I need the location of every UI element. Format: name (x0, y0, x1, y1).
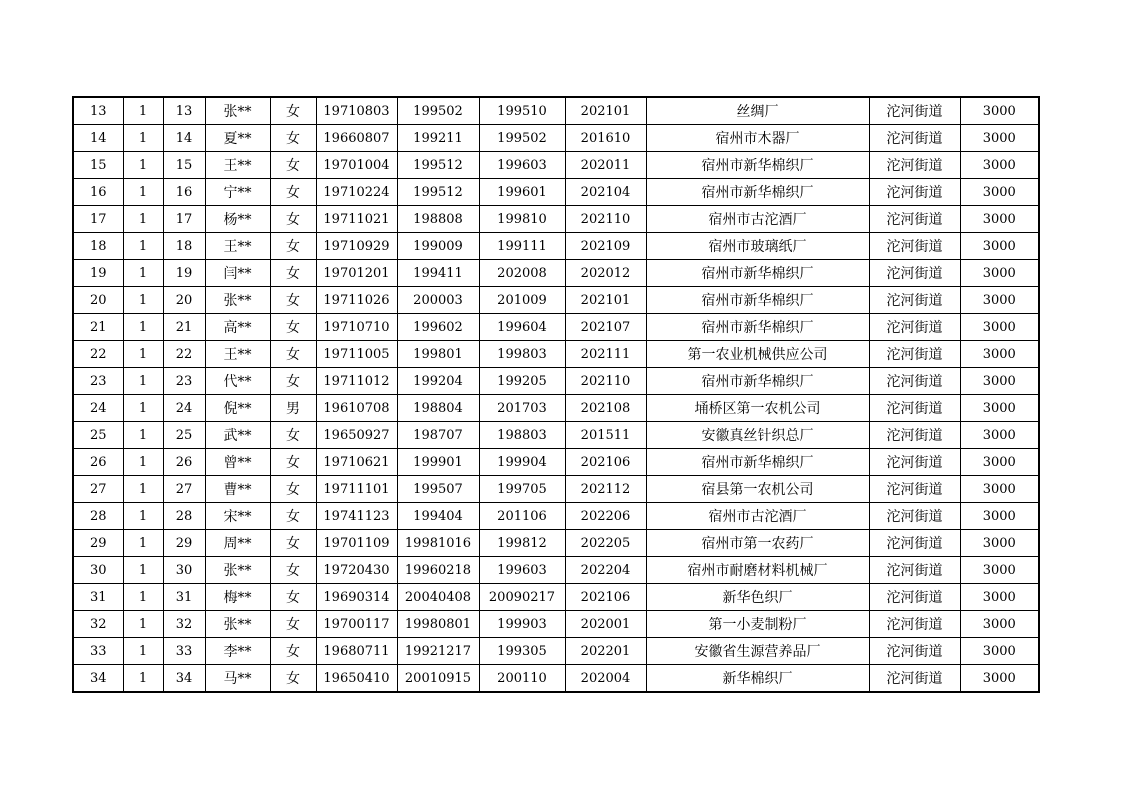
table-row (73, 368, 1039, 395)
amount-cell: 3000 (960, 287, 1039, 314)
seq-cell: 24 (73, 395, 123, 422)
work-unit-cell: 新华棉织厂 (646, 665, 869, 693)
number-cell: 16 (163, 179, 205, 206)
household-cell: 1 (123, 97, 163, 125)
table-row (73, 638, 1039, 665)
retire-date-cell: 202109 (565, 233, 646, 260)
work-unit-cell: 宿县第一农机公司 (646, 476, 869, 503)
retire-date-cell: 202004 (565, 665, 646, 693)
seq-cell: 30 (73, 557, 123, 584)
seq-cell: 27 (73, 476, 123, 503)
table-row (73, 395, 1039, 422)
street-cell: 沱河街道 (869, 557, 960, 584)
sex-cell: 女 (270, 260, 316, 287)
household-cell: 1 (123, 125, 163, 152)
birth-date-cell: 19710929 (316, 233, 397, 260)
number-cell: 18 (163, 233, 205, 260)
birth-date-cell: 19610708 (316, 395, 397, 422)
layoff-date-cell: 199903 (479, 611, 565, 638)
amount-cell: 3000 (960, 97, 1039, 125)
sex-cell: 女 (270, 449, 316, 476)
table-row (73, 125, 1039, 152)
hire-date-cell: 199009 (397, 233, 479, 260)
name-cell: 武** (205, 422, 270, 449)
hire-date-cell: 19981016 (397, 530, 479, 557)
name-cell: 马** (205, 665, 270, 693)
table-row (73, 584, 1039, 611)
seq-cell: 20 (73, 287, 123, 314)
name-cell: 曾** (205, 449, 270, 476)
household-cell: 1 (123, 179, 163, 206)
retire-date-cell: 202204 (565, 557, 646, 584)
sex-cell: 女 (270, 97, 316, 125)
amount-cell: 3000 (960, 449, 1039, 476)
table-row (73, 97, 1039, 125)
layoff-date-cell: 200110 (479, 665, 565, 693)
name-cell: 王** (205, 233, 270, 260)
sex-cell: 女 (270, 665, 316, 693)
amount-cell: 3000 (960, 152, 1039, 179)
street-cell: 沱河街道 (869, 665, 960, 693)
sex-cell: 女 (270, 152, 316, 179)
retire-date-cell: 202101 (565, 287, 646, 314)
birth-date-cell: 19711021 (316, 206, 397, 233)
table-row (73, 530, 1039, 557)
amount-cell: 3000 (960, 368, 1039, 395)
birth-date-cell: 19701109 (316, 530, 397, 557)
amount-cell: 3000 (960, 476, 1039, 503)
household-cell: 1 (123, 557, 163, 584)
table-row (73, 314, 1039, 341)
name-cell: 张** (205, 557, 270, 584)
number-cell: 22 (163, 341, 205, 368)
sex-cell: 女 (270, 125, 316, 152)
table-row (73, 449, 1039, 476)
hire-date-cell: 199204 (397, 368, 479, 395)
amount-cell: 3000 (960, 395, 1039, 422)
retire-date-cell: 202101 (565, 97, 646, 125)
work-unit-cell: 宿州市新华棉织厂 (646, 152, 869, 179)
name-cell: 倪** (205, 395, 270, 422)
household-cell: 1 (123, 584, 163, 611)
seq-cell: 14 (73, 125, 123, 152)
amount-cell: 3000 (960, 422, 1039, 449)
household-cell: 1 (123, 341, 163, 368)
sex-cell: 女 (270, 530, 316, 557)
layoff-date-cell: 199810 (479, 206, 565, 233)
seq-cell: 16 (73, 179, 123, 206)
layoff-date-cell: 199205 (479, 368, 565, 395)
street-cell: 沱河街道 (869, 476, 960, 503)
layoff-date-cell: 201009 (479, 287, 565, 314)
hire-date-cell: 199211 (397, 125, 479, 152)
name-cell: 张** (205, 611, 270, 638)
seq-cell: 13 (73, 97, 123, 125)
layoff-date-cell: 201106 (479, 503, 565, 530)
birth-date-cell: 19650927 (316, 422, 397, 449)
household-cell: 1 (123, 476, 163, 503)
amount-cell: 3000 (960, 260, 1039, 287)
retire-date-cell: 202106 (565, 584, 646, 611)
number-cell: 28 (163, 503, 205, 530)
layoff-date-cell: 199502 (479, 125, 565, 152)
street-cell: 沱河街道 (869, 395, 960, 422)
work-unit-cell: 第一农业机械供应公司 (646, 341, 869, 368)
retire-date-cell: 202110 (565, 206, 646, 233)
table-row (73, 665, 1039, 693)
layoff-date-cell: 199812 (479, 530, 565, 557)
work-unit-cell: 丝绸厂 (646, 97, 869, 125)
street-cell: 沱河街道 (869, 233, 960, 260)
table-row (73, 503, 1039, 530)
seq-cell: 15 (73, 152, 123, 179)
name-cell: 宋** (205, 503, 270, 530)
work-unit-cell: 宿州市新华棉织厂 (646, 368, 869, 395)
number-cell: 25 (163, 422, 205, 449)
sex-cell: 女 (270, 341, 316, 368)
work-unit-cell: 新华色织厂 (646, 584, 869, 611)
name-cell: 王** (205, 341, 270, 368)
table-row (73, 341, 1039, 368)
name-cell: 周** (205, 530, 270, 557)
name-cell: 梅** (205, 584, 270, 611)
birth-date-cell: 19660807 (316, 125, 397, 152)
table-row (73, 152, 1039, 179)
number-cell: 21 (163, 314, 205, 341)
street-cell: 沱河街道 (869, 152, 960, 179)
work-unit-cell: 宿州市新华棉织厂 (646, 449, 869, 476)
hire-date-cell: 199507 (397, 476, 479, 503)
seq-cell: 18 (73, 233, 123, 260)
birth-date-cell: 19710803 (316, 97, 397, 125)
birth-date-cell: 19720430 (316, 557, 397, 584)
table-row (73, 260, 1039, 287)
birth-date-cell: 19710710 (316, 314, 397, 341)
sex-cell: 女 (270, 233, 316, 260)
household-cell: 1 (123, 260, 163, 287)
retire-date-cell: 202011 (565, 152, 646, 179)
work-unit-cell: 宿州市新华棉织厂 (646, 179, 869, 206)
street-cell: 沱河街道 (869, 341, 960, 368)
retire-date-cell: 202107 (565, 314, 646, 341)
number-cell: 20 (163, 287, 205, 314)
layoff-date-cell: 199510 (479, 97, 565, 125)
birth-date-cell: 19711026 (316, 287, 397, 314)
household-cell: 1 (123, 395, 163, 422)
name-cell: 闫** (205, 260, 270, 287)
table-row (73, 476, 1039, 503)
number-cell: 34 (163, 665, 205, 693)
street-cell: 沱河街道 (869, 125, 960, 152)
hire-date-cell: 198707 (397, 422, 479, 449)
sex-cell: 女 (270, 314, 316, 341)
layoff-date-cell: 201703 (479, 395, 565, 422)
hire-date-cell: 199512 (397, 152, 479, 179)
retire-date-cell: 202104 (565, 179, 646, 206)
name-cell: 李** (205, 638, 270, 665)
street-cell: 沱河街道 (869, 314, 960, 341)
work-unit-cell: 安徽省生源营养品厂 (646, 638, 869, 665)
table-row (73, 422, 1039, 449)
layoff-date-cell: 198803 (479, 422, 565, 449)
seq-cell: 21 (73, 314, 123, 341)
retire-date-cell: 201610 (565, 125, 646, 152)
household-cell: 1 (123, 611, 163, 638)
sex-cell: 女 (270, 206, 316, 233)
street-cell: 沱河街道 (869, 260, 960, 287)
retire-date-cell: 202106 (565, 449, 646, 476)
work-unit-cell: 宿州市耐磨材料机械厂 (646, 557, 869, 584)
seq-cell: 17 (73, 206, 123, 233)
seq-cell: 34 (73, 665, 123, 693)
number-cell: 31 (163, 584, 205, 611)
amount-cell: 3000 (960, 206, 1039, 233)
layoff-date-cell: 199601 (479, 179, 565, 206)
household-cell: 1 (123, 287, 163, 314)
street-cell: 沱河街道 (869, 368, 960, 395)
household-cell: 1 (123, 665, 163, 693)
street-cell: 沱河街道 (869, 206, 960, 233)
sex-cell: 女 (270, 287, 316, 314)
name-cell: 高** (205, 314, 270, 341)
number-cell: 30 (163, 557, 205, 584)
work-unit-cell: 宿州市新华棉织厂 (646, 314, 869, 341)
hire-date-cell: 199602 (397, 314, 479, 341)
street-cell: 沱河街道 (869, 530, 960, 557)
table-row (73, 557, 1039, 584)
retire-date-cell: 202206 (565, 503, 646, 530)
household-cell: 1 (123, 233, 163, 260)
table-row (73, 287, 1039, 314)
street-cell: 沱河街道 (869, 97, 960, 125)
hire-date-cell: 200003 (397, 287, 479, 314)
household-cell: 1 (123, 314, 163, 341)
amount-cell: 3000 (960, 665, 1039, 693)
sex-cell: 女 (270, 638, 316, 665)
work-unit-cell: 宿州市古沱酒厂 (646, 503, 869, 530)
work-unit-cell: 宿州市新华棉织厂 (646, 287, 869, 314)
number-cell: 29 (163, 530, 205, 557)
hire-date-cell: 19921217 (397, 638, 479, 665)
work-unit-cell: 宿州市第一农药厂 (646, 530, 869, 557)
retire-date-cell: 202012 (565, 260, 646, 287)
hire-date-cell: 199502 (397, 97, 479, 125)
birth-date-cell: 19701004 (316, 152, 397, 179)
number-cell: 14 (163, 125, 205, 152)
amount-cell: 3000 (960, 341, 1039, 368)
table-row (73, 233, 1039, 260)
retire-date-cell: 202201 (565, 638, 646, 665)
retire-date-cell: 202108 (565, 395, 646, 422)
street-cell: 沱河街道 (869, 449, 960, 476)
street-cell: 沱河街道 (869, 584, 960, 611)
sex-cell: 女 (270, 368, 316, 395)
name-cell: 夏** (205, 125, 270, 152)
birth-date-cell: 19741123 (316, 503, 397, 530)
work-unit-cell: 安徽真丝针织总厂 (646, 422, 869, 449)
hire-date-cell: 20040408 (397, 584, 479, 611)
name-cell: 张** (205, 287, 270, 314)
household-cell: 1 (123, 638, 163, 665)
street-cell: 沱河街道 (869, 287, 960, 314)
table-row (73, 179, 1039, 206)
layoff-date-cell: 202008 (479, 260, 565, 287)
layoff-date-cell: 199111 (479, 233, 565, 260)
household-cell: 1 (123, 530, 163, 557)
name-cell: 杨** (205, 206, 270, 233)
number-cell: 33 (163, 638, 205, 665)
retire-date-cell: 202110 (565, 368, 646, 395)
birth-date-cell: 19700117 (316, 611, 397, 638)
sex-cell: 女 (270, 584, 316, 611)
seq-cell: 33 (73, 638, 123, 665)
birth-date-cell: 19710621 (316, 449, 397, 476)
hire-date-cell: 198808 (397, 206, 479, 233)
amount-cell: 3000 (960, 611, 1039, 638)
street-cell: 沱河街道 (869, 179, 960, 206)
seq-cell: 22 (73, 341, 123, 368)
hire-date-cell: 19980801 (397, 611, 479, 638)
work-unit-cell: 宿州市古沱酒厂 (646, 206, 869, 233)
birth-date-cell: 19680711 (316, 638, 397, 665)
household-cell: 1 (123, 449, 163, 476)
birth-date-cell: 19690314 (316, 584, 397, 611)
hire-date-cell: 199411 (397, 260, 479, 287)
number-cell: 27 (163, 476, 205, 503)
hire-date-cell: 199901 (397, 449, 479, 476)
retire-date-cell: 202205 (565, 530, 646, 557)
name-cell: 张** (205, 97, 270, 125)
street-cell: 沱河街道 (869, 422, 960, 449)
hire-date-cell: 20010915 (397, 665, 479, 693)
layoff-date-cell: 199604 (479, 314, 565, 341)
hire-date-cell: 199404 (397, 503, 479, 530)
number-cell: 13 (163, 97, 205, 125)
birth-date-cell: 19701201 (316, 260, 397, 287)
number-cell: 24 (163, 395, 205, 422)
work-unit-cell: 宿州市木器厂 (646, 125, 869, 152)
amount-cell: 3000 (960, 233, 1039, 260)
retire-date-cell: 202111 (565, 341, 646, 368)
work-unit-cell: 宿州市玻璃纸厂 (646, 233, 869, 260)
household-cell: 1 (123, 422, 163, 449)
layoff-date-cell: 199705 (479, 476, 565, 503)
seq-cell: 19 (73, 260, 123, 287)
household-cell: 1 (123, 503, 163, 530)
number-cell: 19 (163, 260, 205, 287)
layoff-date-cell: 199603 (479, 557, 565, 584)
seq-cell: 26 (73, 449, 123, 476)
sex-cell: 女 (270, 179, 316, 206)
work-unit-cell: 第一小麦制粉厂 (646, 611, 869, 638)
retire-date-cell: 201511 (565, 422, 646, 449)
hire-date-cell: 19960218 (397, 557, 479, 584)
number-cell: 23 (163, 368, 205, 395)
name-cell: 王** (205, 152, 270, 179)
household-cell: 1 (123, 152, 163, 179)
layoff-date-cell: 199904 (479, 449, 565, 476)
street-cell: 沱河街道 (869, 503, 960, 530)
birth-date-cell: 19650410 (316, 665, 397, 693)
birth-date-cell: 19710224 (316, 179, 397, 206)
seq-cell: 32 (73, 611, 123, 638)
name-cell: 曹** (205, 476, 270, 503)
sex-cell: 女 (270, 557, 316, 584)
sex-cell: 男 (270, 395, 316, 422)
amount-cell: 3000 (960, 179, 1039, 206)
amount-cell: 3000 (960, 125, 1039, 152)
sex-cell: 女 (270, 422, 316, 449)
street-cell: 沱河街道 (869, 611, 960, 638)
retire-date-cell: 202001 (565, 611, 646, 638)
roster-body (73, 97, 1039, 692)
number-cell: 17 (163, 206, 205, 233)
seq-cell: 28 (73, 503, 123, 530)
layoff-date-cell: 20090217 (479, 584, 565, 611)
work-unit-cell: 埇桥区第一农机公司 (646, 395, 869, 422)
sex-cell: 女 (270, 476, 316, 503)
number-cell: 26 (163, 449, 205, 476)
layoff-date-cell: 199603 (479, 152, 565, 179)
table-row (73, 206, 1039, 233)
street-cell: 沱河街道 (869, 638, 960, 665)
hire-date-cell: 199512 (397, 179, 479, 206)
seq-cell: 29 (73, 530, 123, 557)
seq-cell: 31 (73, 584, 123, 611)
hire-date-cell: 199801 (397, 341, 479, 368)
work-unit-cell: 宿州市新华棉织厂 (646, 260, 869, 287)
name-cell: 代** (205, 368, 270, 395)
amount-cell: 3000 (960, 503, 1039, 530)
sex-cell: 女 (270, 503, 316, 530)
birth-date-cell: 19711005 (316, 341, 397, 368)
number-cell: 15 (163, 152, 205, 179)
sex-cell: 女 (270, 611, 316, 638)
amount-cell: 3000 (960, 584, 1039, 611)
birth-date-cell: 19711012 (316, 368, 397, 395)
amount-cell: 3000 (960, 314, 1039, 341)
number-cell: 32 (163, 611, 205, 638)
amount-cell: 3000 (960, 638, 1039, 665)
birth-date-cell: 19711101 (316, 476, 397, 503)
amount-cell: 3000 (960, 530, 1039, 557)
layoff-date-cell: 199803 (479, 341, 565, 368)
seq-cell: 23 (73, 368, 123, 395)
household-cell: 1 (123, 368, 163, 395)
amount-cell: 3000 (960, 557, 1039, 584)
layoff-date-cell: 199305 (479, 638, 565, 665)
roster-table (72, 96, 1040, 693)
household-cell: 1 (123, 206, 163, 233)
seq-cell: 25 (73, 422, 123, 449)
name-cell: 宁** (205, 179, 270, 206)
retire-date-cell: 202112 (565, 476, 646, 503)
table-row (73, 611, 1039, 638)
hire-date-cell: 198804 (397, 395, 479, 422)
